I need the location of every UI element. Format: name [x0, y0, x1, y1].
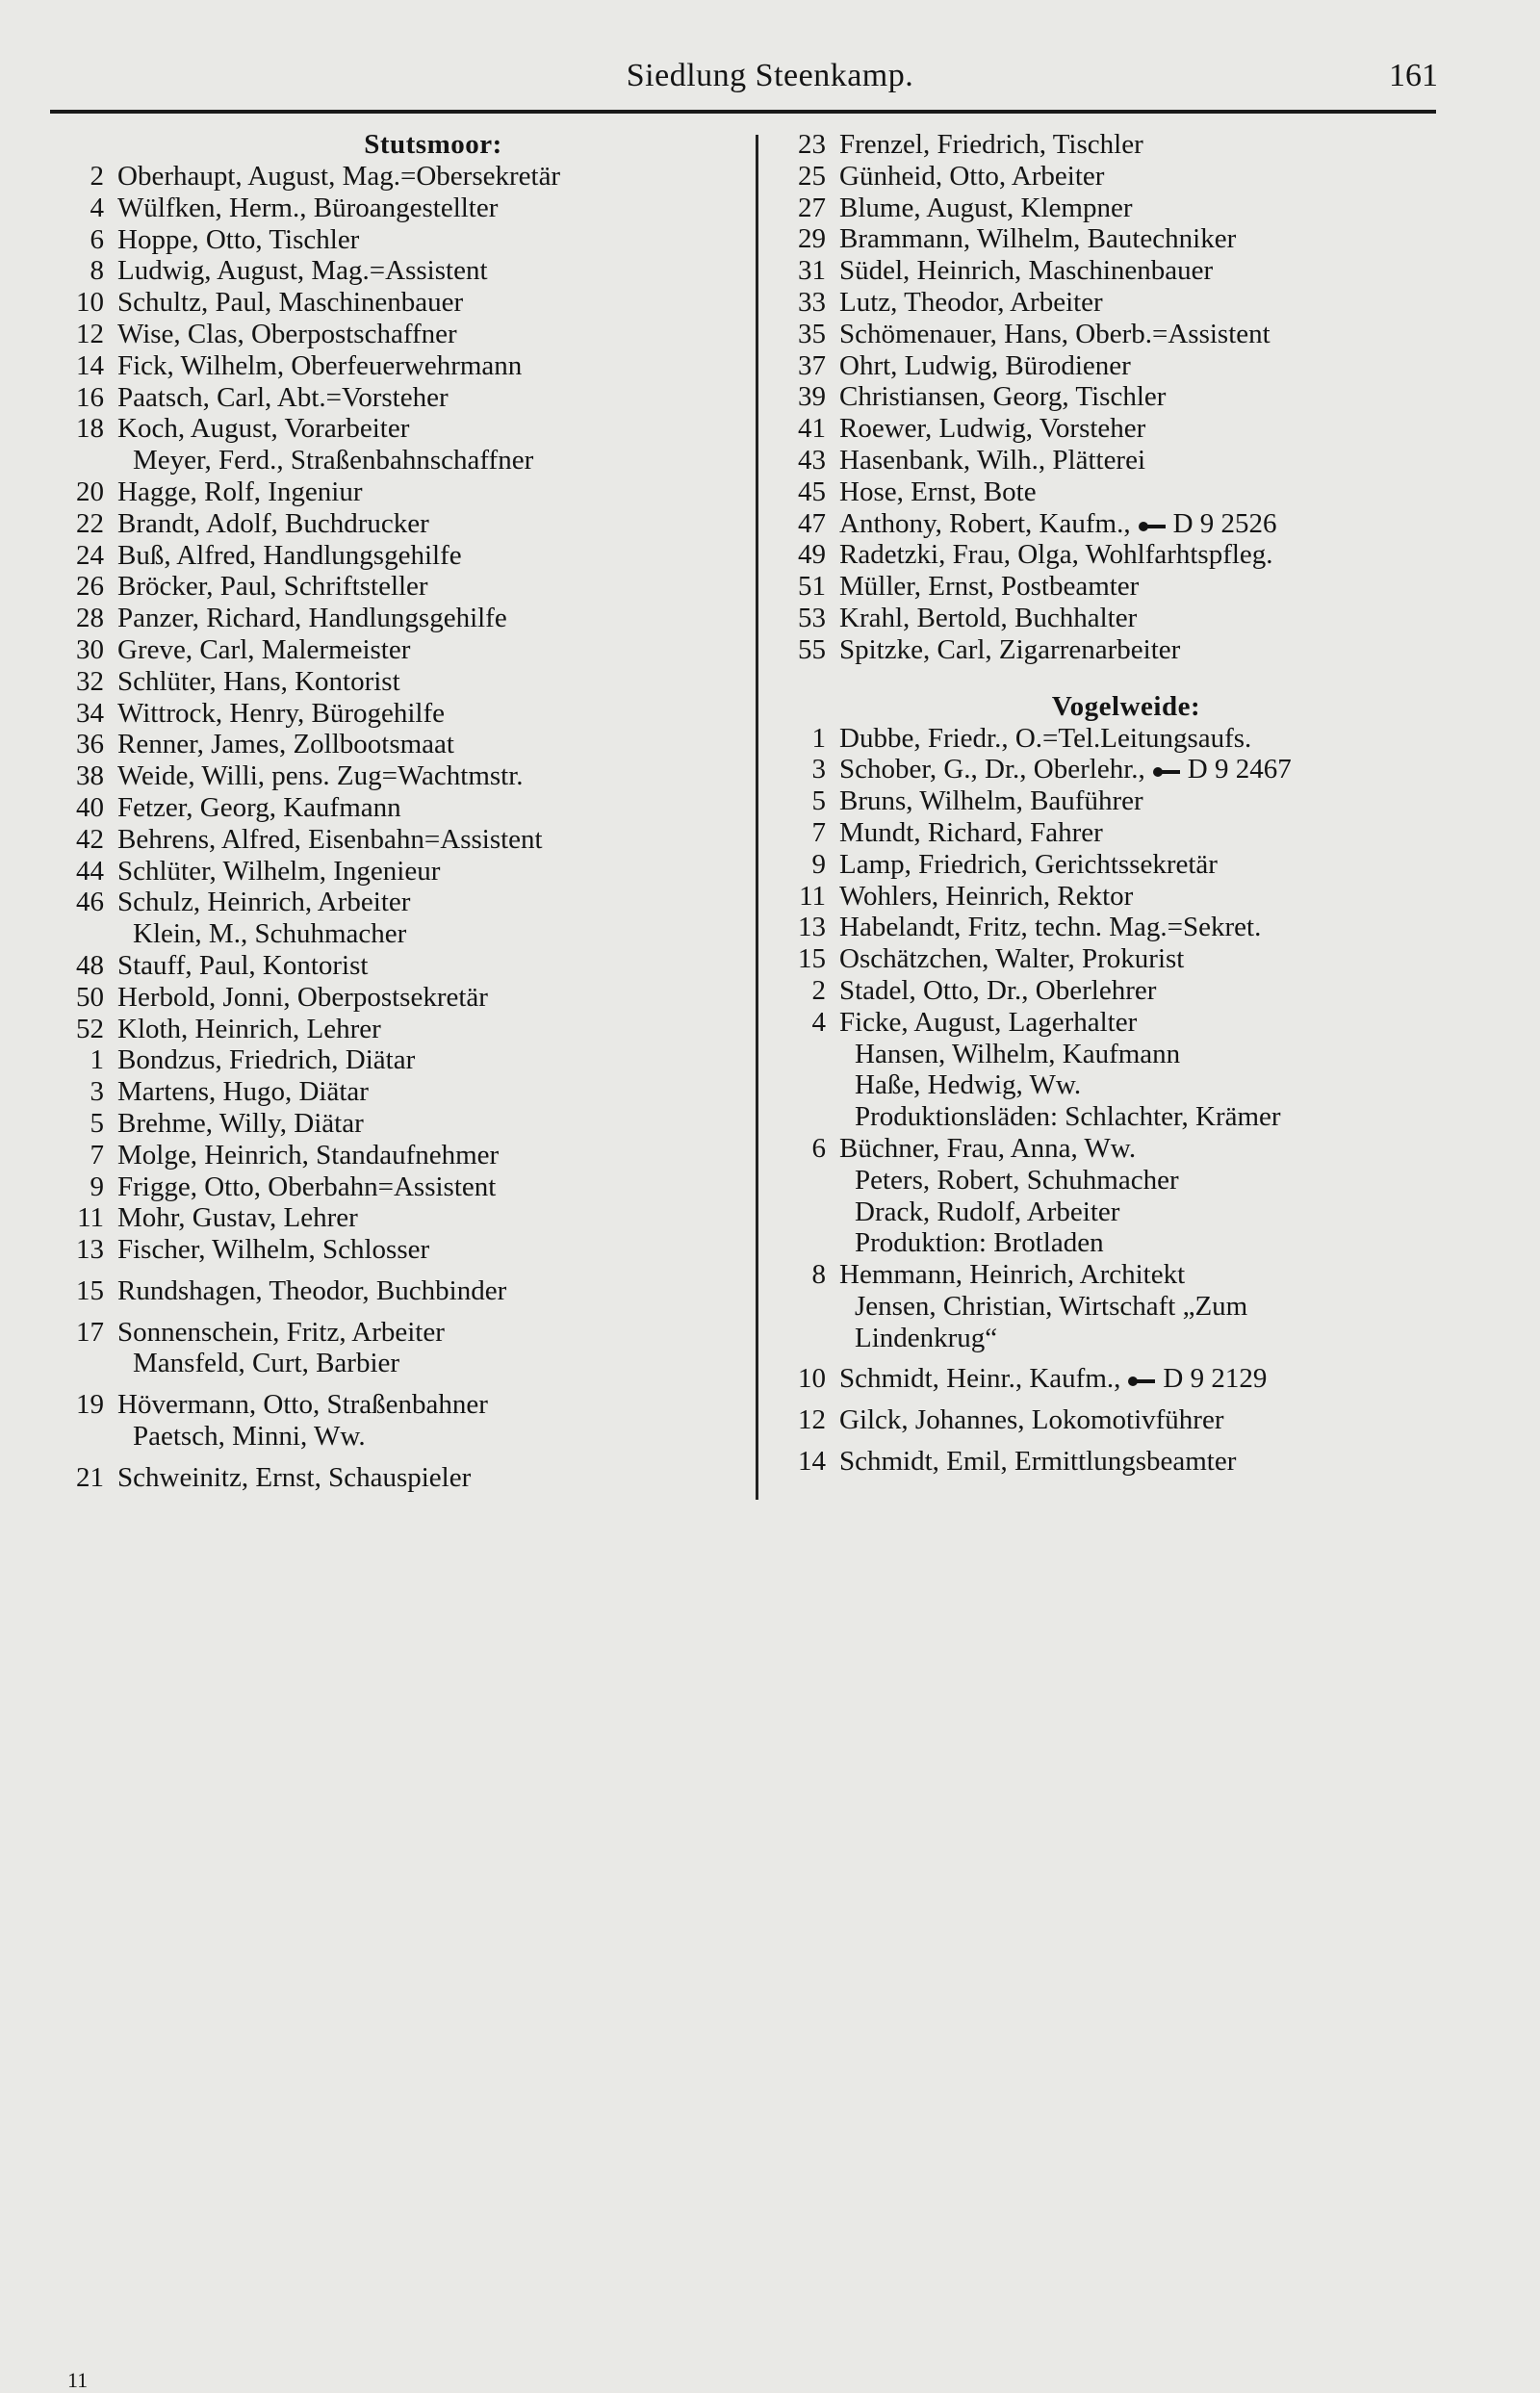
list-item [780, 413, 1453, 445]
house-number: 4 [811, 1006, 826, 1038]
list-item [780, 1069, 1453, 1101]
house-number: 34 [76, 697, 104, 729]
house-number: 15 [76, 1274, 104, 1306]
house-number: 42 [76, 823, 104, 855]
house-number: 3 [90, 1076, 104, 1108]
header-rule [50, 110, 1436, 114]
resident-entry: Bröcker, Paul, Schriftsteller [117, 571, 428, 603]
list-item [780, 539, 1453, 571]
list-item [58, 224, 732, 256]
resident-entry: Radetzki, Frau, Olga, Wohlfarhtspfleg. [839, 539, 1273, 571]
resident-entry: Blume, August, Klempner [839, 192, 1133, 223]
house-number: 17 [76, 1316, 104, 1348]
list-item [58, 1044, 732, 1076]
resident-entry: Fetzer, Georg, Kaufmann [117, 791, 401, 823]
resident-entry: Brandt, Adolf, Buchdrucker [117, 507, 429, 539]
list-item [58, 255, 732, 287]
list-item [58, 698, 732, 730]
list-item [780, 1446, 1453, 1478]
house-number: 25 [798, 160, 826, 192]
resident-entry: Schlüter, Wilhelm, Ingenieur [117, 855, 441, 887]
list-item [58, 508, 732, 540]
resident-entry: Schweinitz, Ernst, Schauspieler [117, 1461, 472, 1493]
resident-entry: Südel, Heinrich, Maschinenbauer [839, 255, 1214, 287]
resident-entry: Herbold, Jonni, Oberpostsekretär [117, 981, 488, 1013]
house-number: 47 [798, 507, 826, 539]
list-item [58, 540, 732, 572]
resident-entry: Hagge, Rolf, Ingeniur [117, 476, 363, 507]
resident-entry: Lindenkrug“ [855, 1322, 998, 1353]
list-item [58, 950, 732, 982]
resident-entry: Hemmann, Heinrich, Architekt [839, 1259, 1186, 1291]
resident-entry: Schömenauer, Hans, Oberb.=Assistent [839, 318, 1270, 349]
list-item [780, 1363, 1453, 1395]
house-number: 2 [90, 161, 104, 192]
list-item [780, 603, 1453, 634]
resident-entry: Behrens, Alfred, Eisenbahn=Assistent [117, 823, 543, 855]
house-number: 4 [90, 192, 104, 223]
house-number: 35 [798, 318, 826, 349]
resident-entry: Fischer, Wilhelm, Schlosser [117, 1234, 430, 1266]
resident-entry: Schultz, Paul, Maschinenbauer [117, 287, 464, 319]
resident-entry: Wise, Clas, Oberpostschaffner [117, 318, 457, 349]
house-number: 30 [76, 633, 104, 665]
list-item [58, 1348, 732, 1379]
house-number: 11 [799, 880, 826, 912]
resident-entry: Hövermann, Otto, Straßenbahner [117, 1389, 488, 1421]
list-item [780, 1133, 1453, 1165]
resident-entry: Stauff, Paul, Kontorist [117, 949, 369, 981]
list-item [58, 1140, 732, 1171]
resident-entry: Dubbe, Friedr., O.=Tel.Leitungsaufs. [839, 722, 1252, 754]
resident-entry: Hoppe, Otto, Tischler [117, 223, 360, 255]
resident-entry: Stadel, Otto, Dr., Oberlehrer [839, 974, 1157, 1006]
house-number: 39 [798, 381, 826, 413]
house-number: 5 [90, 1107, 104, 1139]
house-number: 46 [76, 887, 104, 918]
house-number: 40 [76, 791, 104, 823]
house-number: 10 [798, 1363, 826, 1395]
phone-number: D 9 2467 [1187, 754, 1292, 785]
list-item [780, 129, 1453, 161]
house-number: 13 [798, 912, 826, 943]
house-number: 48 [76, 949, 104, 981]
resident-entry: Wohlers, Heinrich, Rektor [839, 880, 1134, 912]
resident-entry: Koch, August, Vorarbeiter [117, 413, 410, 445]
list-item [58, 792, 732, 824]
section-spacer [780, 666, 1453, 691]
list-item [58, 1389, 732, 1421]
resident-entry: Produktionsläden: Schlachter, Krämer [855, 1101, 1281, 1133]
list-item [780, 350, 1453, 382]
resident-entry: Drack, Rudolf, Arbeiter [855, 1196, 1120, 1227]
list-item [58, 824, 732, 856]
list-item [780, 912, 1453, 943]
house-number: 1 [811, 722, 826, 754]
resident-entry: Schlüter, Hans, Kontorist [117, 665, 400, 697]
resident-entry: Peters, Robert, Schuhmacher [855, 1164, 1179, 1196]
list-item [58, 729, 732, 760]
list-item [780, 943, 1453, 975]
resident-entry: Molge, Heinrich, Standaufnehmer [117, 1139, 500, 1171]
resident-entry: Schmidt, Heinr., Kaufm., [839, 1363, 1121, 1395]
resident-entry: Paetsch, Minni, Ww. [133, 1421, 366, 1453]
list-item [58, 982, 732, 1014]
resident-entry: Roewer, Ludwig, Vorsteher [839, 413, 1146, 445]
house-number: 44 [76, 855, 104, 887]
list-item [58, 445, 732, 476]
list-item [780, 1165, 1453, 1196]
list-item [58, 918, 732, 950]
list-item [58, 571, 732, 603]
resident-entry: Ohrt, Ludwig, Bürodiener [839, 349, 1131, 381]
list-item [780, 975, 1453, 1007]
phone-number: D 9 2526 [1172, 507, 1277, 539]
list-item [780, 571, 1453, 603]
list-item [58, 382, 732, 414]
list-item [58, 760, 732, 792]
list-item [780, 754, 1453, 785]
resident-entry: Hasenbank, Wilh., Plätterei [839, 444, 1146, 476]
resident-entry: Brammann, Wilhelm, Bautechniker [839, 223, 1237, 255]
house-number: 38 [76, 760, 104, 792]
resident-entry: Gilck, Johannes, Lokomotivführer [839, 1404, 1224, 1436]
list-item [780, 1101, 1453, 1133]
resident-entry: Sonnenschein, Fritz, Arbeiter [117, 1316, 445, 1348]
footer-signature-mark: 11 [67, 2368, 89, 2392]
list-item [58, 1076, 732, 1108]
resident-entry: Meyer, Ferd., Straßenbahnschaffner [133, 445, 534, 476]
resident-entry: Müller, Ernst, Postbeamter [839, 571, 1140, 603]
house-number: 43 [798, 444, 826, 476]
house-number: 9 [811, 848, 826, 880]
list-item [780, 1291, 1453, 1323]
house-number: 23 [798, 129, 826, 160]
resident-entry: Lamp, Friedrich, Gerichtssekretär [839, 848, 1218, 880]
list-item [58, 1317, 732, 1349]
list-item [780, 634, 1453, 666]
house-number: 45 [798, 476, 826, 507]
list-item [58, 161, 732, 193]
resident-entry: Frigge, Otto, Oberbahn=Assistent [117, 1171, 497, 1202]
resident-entry: Oberhaupt, August, Mag.=Obersekretär [117, 161, 561, 192]
resident-entry: Spitzke, Carl, Zigarrenarbeiter [839, 633, 1181, 665]
house-number: 49 [798, 539, 826, 571]
house-number: 6 [90, 223, 104, 255]
list-item [780, 817, 1453, 849]
telephone-icon [1153, 766, 1182, 778]
list-item [780, 508, 1453, 540]
list-item [58, 287, 732, 319]
left-entry-list [58, 161, 732, 1494]
list-item [780, 723, 1453, 755]
resident-entry: Jensen, Christian, Wirtschaft „Zum [855, 1290, 1248, 1322]
resident-entry: Mohr, Gustav, Lehrer [117, 1202, 358, 1234]
list-item [58, 1202, 732, 1234]
list-item [58, 887, 732, 918]
house-number: 5 [811, 785, 826, 817]
house-number: 55 [798, 633, 826, 665]
house-number: 13 [76, 1234, 104, 1266]
house-number: 7 [811, 816, 826, 848]
list-item [58, 634, 732, 666]
resident-entry: Produktion: Brotladen [855, 1227, 1104, 1259]
section-heading-stutsmoor: Stutsmoor: [364, 129, 502, 160]
list-item [58, 856, 732, 888]
resident-entry: Krahl, Bertold, Buchhalter [839, 602, 1138, 633]
house-number: 21 [76, 1461, 104, 1493]
resident-entry: Habelandt, Fritz, techn. Mag.=Sekret. [839, 912, 1262, 943]
house-number: 19 [76, 1389, 104, 1421]
resident-entry: Wülfken, Herm., Büroangestellter [117, 192, 499, 223]
list-item [780, 193, 1453, 224]
house-number: 27 [798, 192, 826, 223]
house-number: 8 [90, 255, 104, 287]
resident-entry: Schmidt, Emil, Ermittlungsbeamter [839, 1446, 1237, 1478]
resident-entry: Bruns, Wilhelm, Bauführer [839, 785, 1143, 817]
list-item [58, 1421, 732, 1453]
house-number: 28 [76, 603, 104, 634]
resident-entry: Lutz, Theodor, Arbeiter [839, 286, 1103, 318]
house-number: 26 [76, 571, 104, 603]
resident-entry: Paatsch, Carl, Abt.=Vorsteher [117, 381, 449, 413]
list-item [58, 193, 732, 224]
resident-entry: Anthony, Robert, Kaufm., [839, 507, 1131, 539]
list-item [58, 1171, 732, 1203]
list-item [58, 1014, 732, 1045]
house-number: 41 [798, 413, 826, 445]
list-item [58, 1275, 732, 1307]
house-number: 15 [798, 943, 826, 975]
list-item [780, 255, 1453, 287]
house-number: 32 [76, 665, 104, 697]
list-item [780, 319, 1453, 350]
resident-entry: Weide, Willi, pens. Zug=Wachtmstr. [117, 760, 524, 792]
resident-entry: Rundshagen, Theodor, Buchbinder [117, 1274, 507, 1306]
resident-entry: Haße, Hedwig, Ww. [855, 1069, 1082, 1101]
list-item [780, 881, 1453, 913]
right-column [780, 129, 1453, 1478]
list-item [780, 849, 1453, 881]
house-number: 7 [90, 1139, 104, 1171]
resident-entry: Greve, Carl, Malermeister [117, 633, 411, 665]
telephone-icon [1128, 1376, 1157, 1387]
list-item [58, 413, 732, 445]
resident-entry: Ficke, August, Lagerhalter [839, 1006, 1138, 1038]
house-number: 24 [76, 539, 104, 571]
list-item [780, 1259, 1453, 1291]
resident-entry: Büchner, Frau, Anna, Ww. [839, 1132, 1137, 1164]
house-number: 14 [76, 349, 104, 381]
list-item [780, 1007, 1453, 1039]
resident-entry: Martens, Hugo, Diätar [117, 1076, 369, 1108]
resident-entry: Oschätzchen, Walter, Prokurist [839, 943, 1185, 975]
house-number: 53 [798, 602, 826, 633]
house-number: 51 [798, 571, 826, 603]
list-item [780, 1227, 1453, 1259]
house-number: 22 [76, 507, 104, 539]
list-item [780, 223, 1453, 255]
resident-entry: Ludwig, August, Mag.=Assistent [117, 255, 488, 287]
resident-entry: Renner, James, Zollbootsmaat [117, 729, 454, 760]
resident-entry: Bondzus, Friedrich, Diätar [117, 1044, 416, 1076]
house-number: 52 [76, 1013, 104, 1044]
resident-entry: Brehme, Willy, Diätar [117, 1107, 364, 1139]
section-heading-vogelweide: Vogelweide: [1051, 690, 1201, 722]
resident-entry: Klein, M., Schuhmacher [133, 918, 407, 950]
house-number: 31 [798, 255, 826, 287]
resident-entry: Mansfeld, Curt, Barbier [133, 1348, 400, 1379]
house-number: 11 [77, 1202, 104, 1234]
list-item [58, 1234, 732, 1266]
list-item [780, 476, 1453, 508]
list-item [780, 1404, 1453, 1436]
resident-entry: Mundt, Richard, Fahrer [839, 816, 1103, 848]
list-item [780, 785, 1453, 817]
vogelweide-entry-list [780, 723, 1453, 1478]
list-item [780, 445, 1453, 476]
list-item [58, 603, 732, 634]
house-number: 1 [90, 1044, 104, 1076]
house-number: 16 [76, 381, 104, 413]
list-item [58, 1462, 732, 1494]
phone-number: D 9 2129 [1163, 1363, 1268, 1395]
house-number: 8 [811, 1259, 826, 1291]
list-item [780, 161, 1453, 193]
left-column [58, 129, 732, 1494]
list-item [780, 1039, 1453, 1070]
house-number: 12 [76, 318, 104, 349]
house-number: 37 [798, 349, 826, 381]
house-number: 18 [76, 413, 104, 445]
page-number: 161 [1389, 58, 1438, 93]
house-number: 10 [76, 287, 104, 319]
house-number: 50 [76, 981, 104, 1013]
list-item [780, 1196, 1453, 1228]
resident-entry: Hose, Ernst, Bote [839, 476, 1037, 507]
house-number: 3 [811, 754, 826, 785]
resident-entry: Günheid, Otto, Arbeiter [839, 160, 1105, 192]
list-item [58, 666, 732, 698]
page-header-title: Siedlung Steenkamp. [626, 58, 914, 93]
list-item [780, 287, 1453, 319]
house-number: 29 [798, 223, 826, 255]
list-item [780, 381, 1453, 413]
house-number: 12 [798, 1404, 826, 1436]
resident-entry: Buß, Alfred, Handlungsgehilfe [117, 539, 462, 571]
right-entry-list [780, 129, 1453, 666]
resident-entry: Wittrock, Henry, Bürogehilfe [117, 697, 446, 729]
resident-entry: Schober, G., Dr., Oberlehr., [839, 754, 1145, 785]
resident-entry: Fick, Wilhelm, Oberfeuerwehrmann [117, 349, 523, 381]
telephone-icon [1139, 521, 1168, 532]
house-number: 36 [76, 729, 104, 760]
resident-entry: Kloth, Heinrich, Lehrer [117, 1013, 381, 1044]
list-item [58, 1108, 732, 1140]
house-number: 6 [811, 1132, 826, 1164]
house-number: 14 [798, 1446, 826, 1478]
resident-entry: Schulz, Heinrich, Arbeiter [117, 887, 411, 918]
resident-entry: Frenzel, Friedrich, Tischler [839, 129, 1143, 160]
list-item [58, 350, 732, 382]
resident-entry: Panzer, Richard, Handlungsgehilfe [117, 603, 507, 634]
list-item [58, 319, 732, 350]
list-item [58, 476, 732, 508]
resident-entry: Hansen, Wilhelm, Kaufmann [855, 1038, 1181, 1069]
house-number: 9 [90, 1171, 104, 1202]
house-number: 2 [811, 974, 826, 1006]
list-item [780, 1323, 1453, 1354]
house-number: 33 [798, 286, 826, 318]
column-divider [756, 135, 758, 1500]
resident-entry: Christiansen, Georg, Tischler [839, 381, 1167, 413]
house-number: 20 [76, 476, 104, 507]
